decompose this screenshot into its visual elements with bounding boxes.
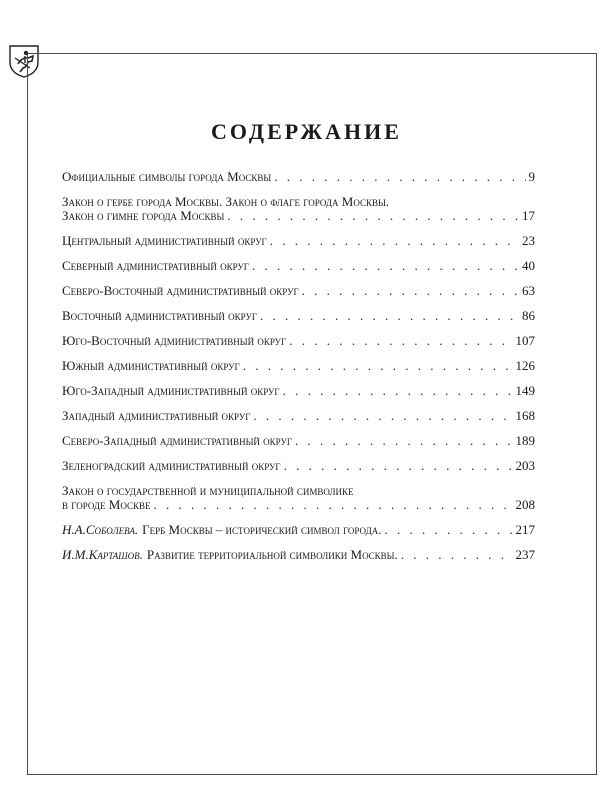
toc-entry-title: Южный административный округ: [62, 358, 240, 373]
dot-leader: [270, 234, 519, 248]
dot-leader: [302, 284, 519, 298]
dot-leader: [295, 434, 512, 448]
dot-leader: [227, 209, 519, 223]
dot-leader: [289, 334, 512, 348]
toc-entry[interactable]: [62, 259, 535, 273]
dot-leader: [385, 523, 513, 537]
toc-entry-title: Северо-Западный административный округ: [62, 433, 293, 448]
toc-entry-title: Восточный административный округ: [62, 308, 258, 323]
toc-entry-title: Северо-Восточный административный округ: [62, 283, 299, 298]
toc-entry[interactable]: [62, 309, 535, 323]
toc-entry-page-number: 189: [515, 433, 535, 448]
toc-entry-title: Юго-Восточный административный округ: [62, 333, 287, 348]
dot-leader: [284, 459, 513, 473]
toc-entry-author: И.М.Карташов.: [62, 547, 143, 562]
toc-entry-page-number: 126: [515, 358, 535, 373]
toc-entry-page-number: 149: [515, 383, 535, 398]
toc-entry-title: Развитие территориальной символики Москвы.: [146, 547, 398, 562]
dot-leader: [153, 498, 512, 512]
toc-entry-title: Закон о гимне города Москвы: [62, 208, 225, 223]
toc-entry-page-number: 217: [515, 522, 535, 537]
toc-entry-title: Центральный административный округ: [62, 233, 267, 248]
toc-entry-page-number: 23: [522, 233, 535, 248]
toc-entry-title: Северный административный округ: [62, 258, 249, 273]
toc-entry-page-number: 208: [515, 497, 535, 512]
toc-entry[interactable]: [62, 434, 535, 448]
toc-entry[interactable]: [62, 409, 535, 423]
table-of-contents: [62, 170, 535, 573]
toc-entry-title: в городе Москве: [62, 497, 151, 512]
toc-entry[interactable]: [62, 234, 535, 248]
toc-entry[interactable]: [62, 170, 535, 184]
contents-heading: СОДЕРЖАНИЕ: [211, 119, 402, 144]
toc-entry-page-number: 237: [515, 547, 535, 562]
toc-entry-title-line: Закон о гербе города Москвы. Закон о флаге города Москвы.: [62, 194, 390, 209]
toc-entry-author: Н.А.Соболева.: [62, 522, 139, 537]
toc-entry-page-number: 17: [522, 208, 535, 223]
toc-entry-title: Зеленоградский административный округ: [62, 458, 281, 473]
toc-entry-title: Герб Москвы – исторический символ города.: [142, 522, 382, 537]
dot-leader: [260, 309, 519, 323]
toc-entry[interactable]: [62, 195, 535, 223]
dot-leader: [283, 384, 513, 398]
toc-entry[interactable]: [62, 459, 535, 473]
toc-entry[interactable]: [62, 523, 535, 537]
toc-entry-page-number: 63: [522, 283, 535, 298]
toc-entry[interactable]: [62, 384, 535, 398]
dot-leader: [401, 548, 513, 562]
dot-leader: [252, 259, 519, 273]
dot-leader: [243, 359, 513, 373]
toc-entry[interactable]: [62, 359, 535, 373]
toc-entry-page-number: 203: [515, 458, 535, 473]
toc-entry-page-number: 40: [522, 258, 535, 273]
toc-entry[interactable]: [62, 334, 535, 348]
dot-leader: [253, 409, 512, 423]
toc-entry-page-number: 168: [515, 408, 535, 423]
toc-entry-title: Юго-Западный административный округ: [62, 383, 280, 398]
toc-entry[interactable]: [62, 548, 535, 562]
toc-entry-title: Официальные символы города Москвы: [62, 169, 272, 184]
toc-entry-title: Западный административный округ: [62, 408, 251, 423]
toc-entry[interactable]: [62, 284, 535, 298]
toc-entry[interactable]: [62, 484, 535, 512]
toc-entry-page-number: 107: [515, 333, 535, 348]
dot-leader: [274, 170, 525, 184]
toc-entry-title-line: Закон о государственной и муниципальной символике: [62, 483, 354, 498]
toc-entry-page-number: 86: [522, 308, 535, 323]
toc-entry-page-number: 9: [528, 169, 535, 184]
